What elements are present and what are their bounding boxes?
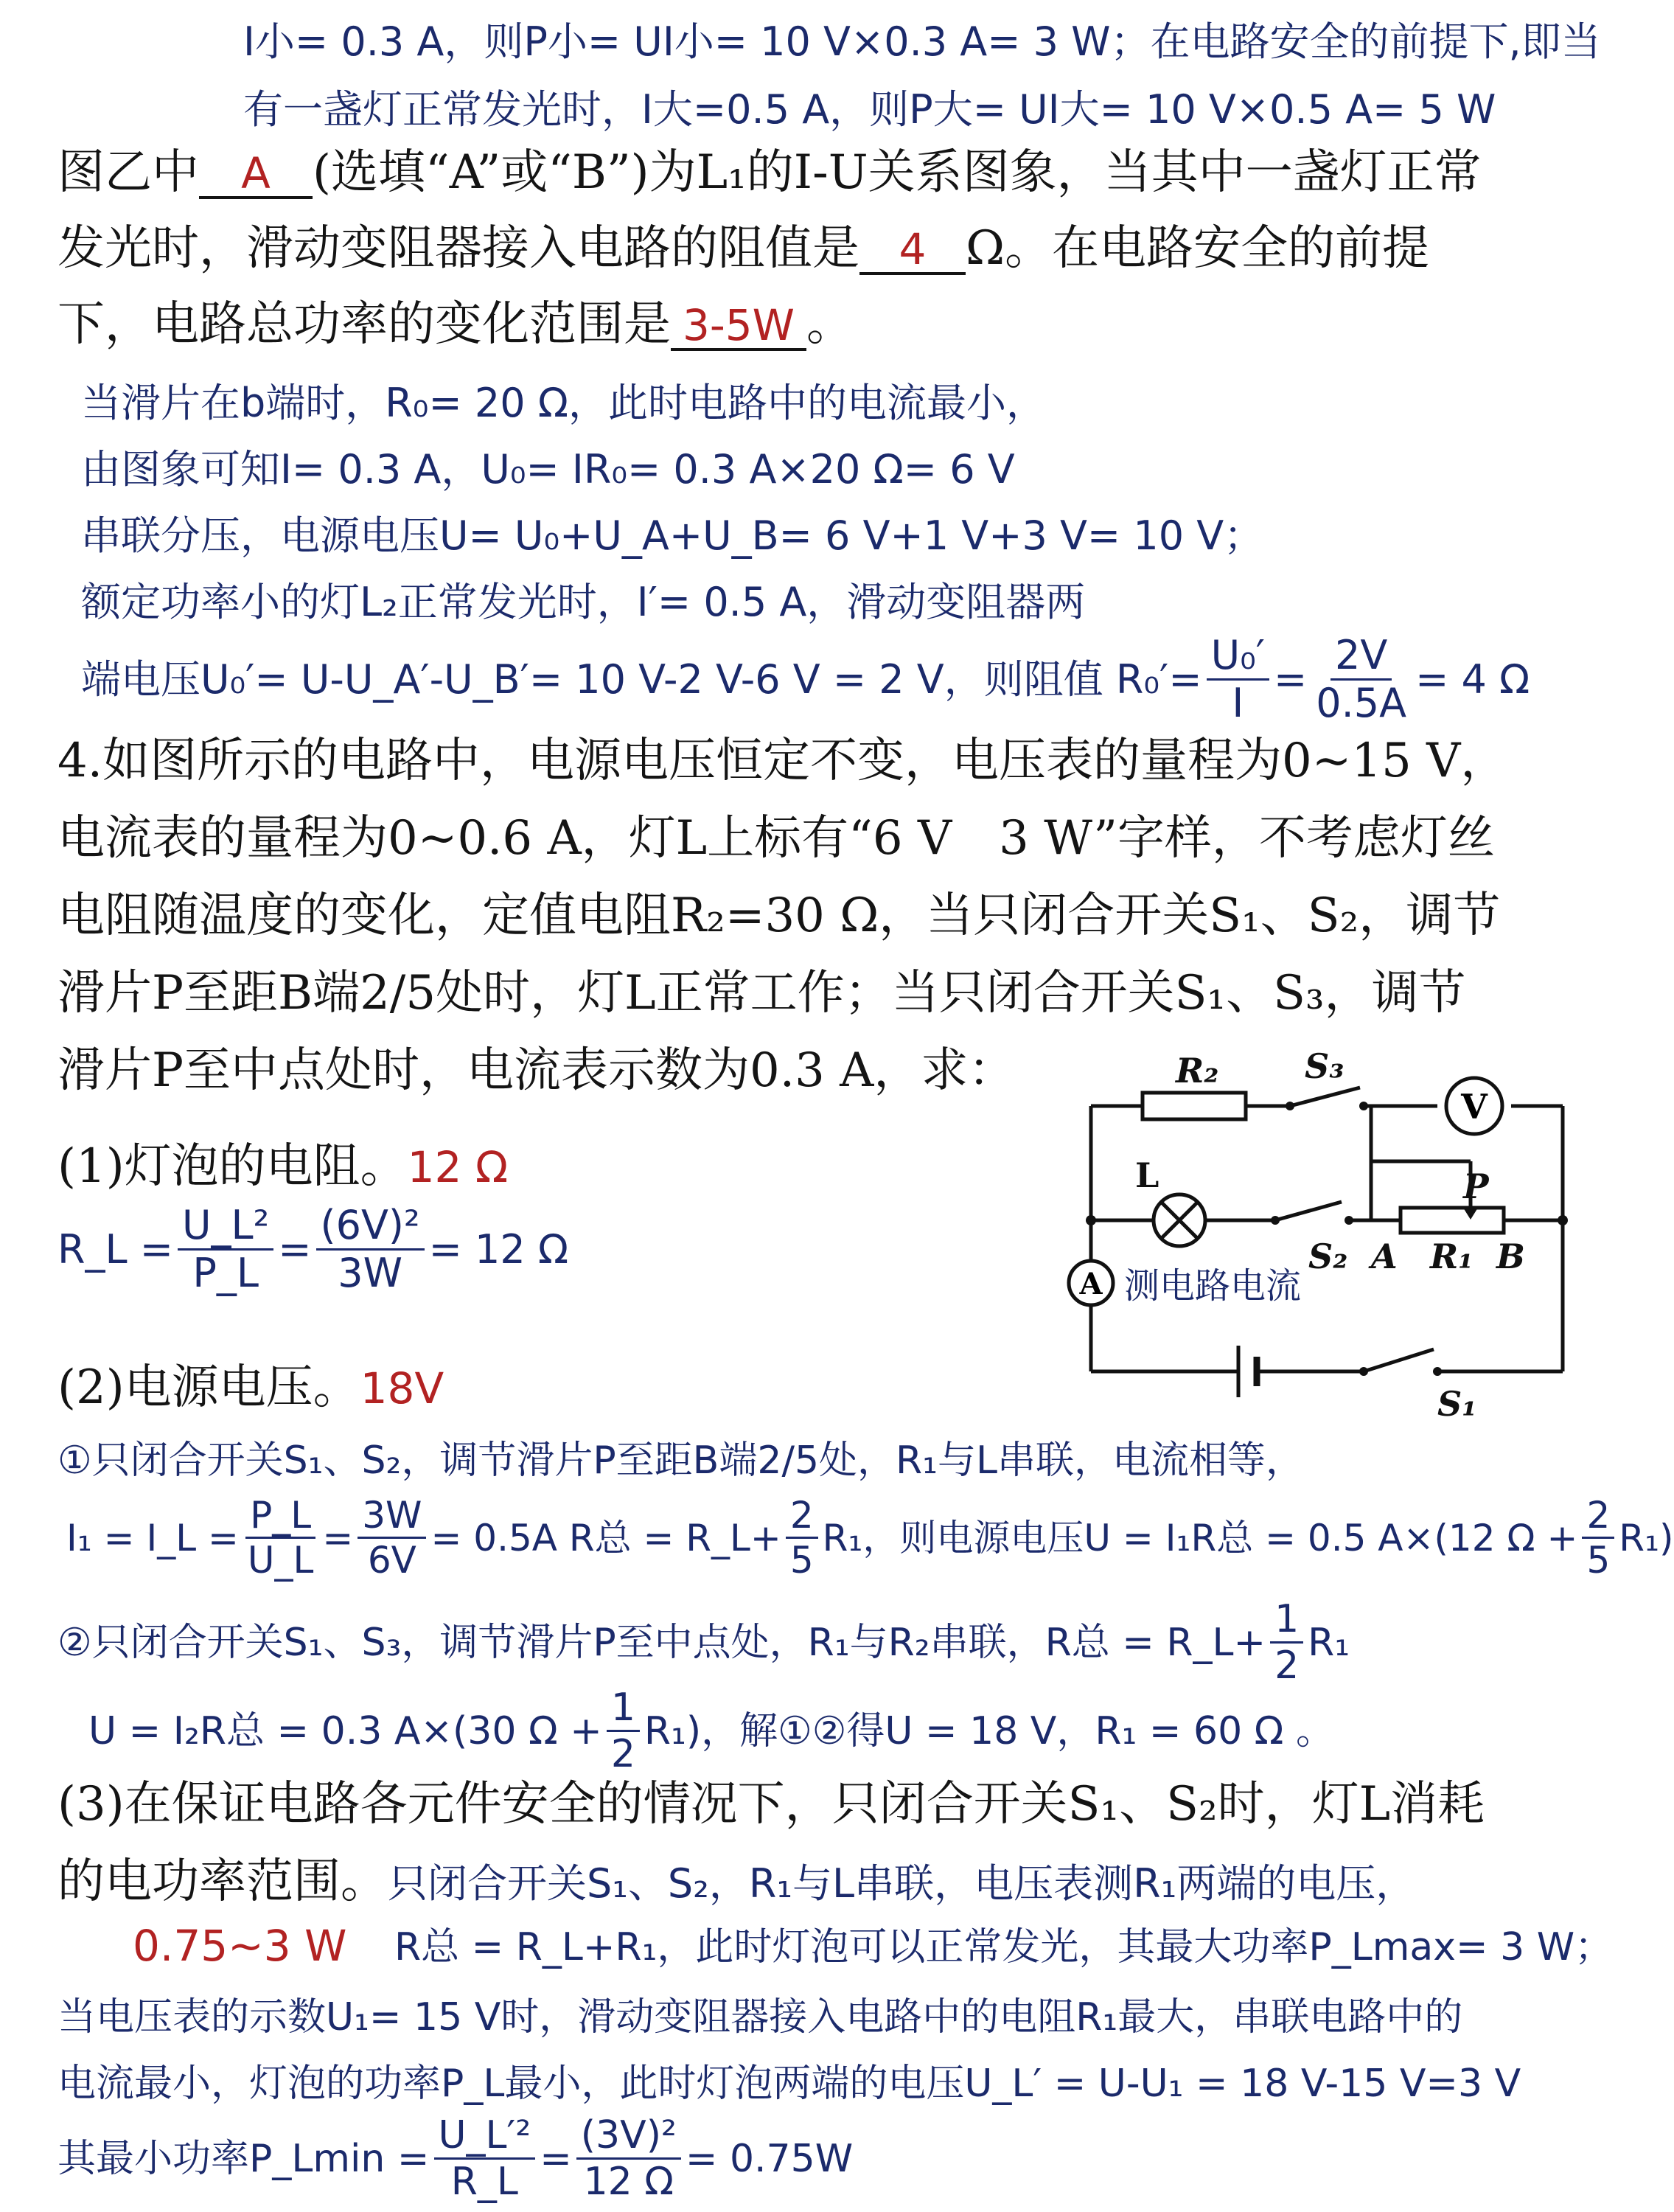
frac-num: 3W	[358, 1497, 426, 1539]
q4-part3-sol-1: R总 = R_L+R₁，此时灯泡可以正常发光，其最大功率P_Lmax= 3 W；	[394, 1925, 1614, 1969]
frac-den: 12 Ω	[583, 2160, 674, 2204]
frac-num: (6V)²	[316, 1206, 425, 1251]
part2-label: (2)电源电压。	[57, 1360, 360, 1415]
frac-num: 1	[607, 1688, 640, 1732]
frac-den: 2	[610, 1732, 635, 1776]
eq-mid: = 0.5A R总 = R_L+	[430, 1516, 781, 1559]
frac-den: 0.5A	[1316, 680, 1407, 726]
q4-part2-step1-eq	[66, 1494, 1674, 1582]
switch-contact	[1359, 1102, 1368, 1110]
frac-num: 2V	[1331, 636, 1392, 681]
eq-mid2: R₁，则电源电压U = I₁R总 = 0.5 A×(12 Ω +	[822, 1516, 1578, 1559]
frac-den: 5	[1586, 1539, 1611, 1582]
switch-contact	[1271, 1216, 1280, 1225]
fraction	[316, 1202, 425, 1296]
fraction	[1270, 1597, 1303, 1688]
label-l: L	[1135, 1155, 1159, 1195]
frac-num: (3V)²	[576, 2116, 681, 2160]
q4-part2-step2	[57, 1597, 1350, 1688]
frac-den: P_L	[192, 1250, 259, 1296]
switch-s1-blade	[1364, 1349, 1434, 1371]
junction-dot	[1086, 1215, 1096, 1225]
fraction	[786, 1494, 818, 1582]
slider-arrow-icon	[1463, 1208, 1478, 1220]
top-line-2: 有一盏灯正常发光时，I大=0.5 A，则P大= UI大= 10 V×0.5 A= 5 W	[243, 86, 1496, 133]
q3-s5-pre: 端电压U₀′= U-U_A′-U_B′= 10 V-2 V-6 V = 2 V，则阻值 R₀′=	[81, 655, 1202, 703]
answer-1: A	[241, 148, 271, 198]
label-p: P	[1463, 1166, 1489, 1206]
label-b-end: B	[1496, 1237, 1525, 1276]
part3-pre: 的电功率范围。	[57, 1854, 388, 1909]
equals: =	[278, 1225, 312, 1273]
q4-part3-sol-2: 当电压表的示数U₁= 15 V时，滑动变阻器接入电路中的电阻R₁最大，串联电路中的	[57, 1995, 1463, 2039]
fraction	[358, 1494, 426, 1582]
fraction	[607, 1686, 640, 1776]
frac-den: 2	[1274, 1644, 1300, 1688]
fraction	[178, 1202, 273, 1296]
q4-para-5: 滑片P至中点处时，电流表示数为0.3 A，求：	[57, 1043, 1016, 1098]
step2-eq-end: R₁)，解①②得U = 18 V，R₁ = 60 Ω 。	[644, 1708, 1334, 1753]
q4-part3-line-1: (3)在保证电路各元件安全的情况下，只闭合开关S₁、S₂时，灯L消耗	[57, 1777, 1485, 1832]
resistor-r2	[1143, 1093, 1246, 1119]
voltmeter-label: V	[1461, 1087, 1488, 1127]
frac-num: U_L′²	[434, 2116, 536, 2160]
q3-l3-post: 。	[806, 297, 854, 352]
frac-num: P_L	[245, 1497, 315, 1539]
eq-end: R₁)	[1619, 1516, 1674, 1559]
fraction	[434, 2113, 536, 2204]
q4-part2-step2-eq	[88, 1686, 1334, 1776]
label-r2: R₂	[1176, 1051, 1219, 1091]
part1-answer: 12 Ω	[407, 1142, 509, 1192]
fraction	[576, 2113, 681, 2204]
frac-den: R_L	[450, 2160, 518, 2204]
q4-para-2: 电流表的量程为0~0.6 A，灯L上标有“6 V 3 W”字样，不考虑灯丝	[57, 811, 1495, 866]
frac-den: I	[1232, 680, 1244, 726]
frac-num: 1	[1270, 1600, 1303, 1644]
q3-l1-pre: 图乙中	[57, 145, 199, 200]
q4-part1-label	[57, 1139, 509, 1194]
ammeter-note: 测电路电流	[1124, 1265, 1302, 1307]
result: = 12 Ω	[428, 1225, 569, 1273]
q3-l2-pre: 发光时，滑动变阻器接入电路的阻值是	[57, 221, 859, 276]
frac-num: U_L²	[178, 1206, 273, 1251]
sol4-pre: 其最小功率P_Lmin =	[57, 2136, 430, 2181]
switch-s3-blade	[1290, 1088, 1360, 1106]
switch-contact	[1359, 1367, 1368, 1376]
result: = 4 Ω	[1415, 655, 1530, 703]
label-s1: S₁	[1437, 1384, 1477, 1424]
q3-solution-3: 串联分压，电源电压U= U₀+U_A+U_B= 6 V+1 V+3 V= 10 V；	[81, 512, 1264, 559]
q3-line-1	[57, 145, 1482, 200]
equals: =	[540, 2136, 572, 2181]
q3-line-3	[57, 297, 854, 352]
circuit-diagram	[1054, 1047, 1585, 1430]
q4-para-4: 滑片P至距B端2/5处时，灯L正常工作；当只闭合开关S₁、S₃，调节	[57, 966, 1466, 1020]
frac-den: 3W	[338, 1250, 402, 1296]
q4-part2-step1: ①只闭合开关S₁、S₂，调节滑片P至距B端2/5处，R₁与L串联，电流相等，	[57, 1439, 1304, 1483]
q4-para-1: 4.如图所示的电路中，电源电压恒定不变，电压表的量程为0~15 V，	[57, 734, 1508, 788]
q4-part3-sol-3: 电流最小，灯泡的功率P_L最小，此时灯泡两端的电压U_L′ = U-U₁ = 18 V-15 V=3 V	[57, 2062, 1521, 2106]
step2-eq-pre: U = I₂R总 = 0.3 A×(30 Ω +	[88, 1708, 602, 1753]
part3-hand: 只闭合开关S₁、S₂，R₁与L串联，电压表测R₁两端的电压，	[388, 1860, 1416, 1907]
q4-part3-line-2	[57, 1854, 1416, 1909]
q4-para-3: 电阻随温度的变化，定值电阻R₂=30 Ω，当只闭合开关S₁、S₂，调节	[57, 888, 1501, 943]
switch-s2-blade	[1275, 1202, 1342, 1220]
q3-solution-2: 由图象可知I= 0.3 A，U₀= IR₀= 0.3 A×20 Ω= 6 V	[81, 446, 1015, 493]
answer-3: 3-5W	[682, 300, 795, 350]
frac-den: U_L	[247, 1539, 314, 1582]
q3-line-2	[57, 221, 1430, 276]
answer-blank-1	[199, 149, 313, 199]
equals: =	[322, 1516, 354, 1559]
q3-solution-4: 额定功率小的灯L₂正常发光时，I′= 0.5 A，滑动变阻器两	[81, 579, 1086, 625]
frac-num: 2	[786, 1497, 818, 1539]
switch-contact	[1286, 1102, 1294, 1110]
q3-l2-post: Ω。在电路安全的前提	[966, 221, 1430, 276]
ammeter-label: A	[1079, 1267, 1103, 1301]
fraction	[1311, 632, 1411, 726]
q3-solution-5	[81, 632, 1530, 726]
fraction	[243, 1494, 318, 1582]
switch-contact	[1345, 1216, 1353, 1225]
label-s2: S₂	[1308, 1237, 1348, 1276]
q4-part1-solution	[57, 1202, 569, 1296]
frac-num: 2	[1582, 1497, 1614, 1539]
part1-label: (1)灯泡的电阻。	[57, 1139, 408, 1194]
q4-part2-label	[57, 1360, 444, 1415]
q4-part3-sol-4	[57, 2113, 854, 2204]
q3-l1-post: (选填“A”或“B”)为L₁的I-U关系图象，当其中一盏灯正常	[313, 145, 1482, 200]
step2-pre: ②只闭合开关S₁、S₃，调节滑片P至中点处，R₁与R₂串联，R总 = R_L+	[57, 1620, 1266, 1665]
frac-num: U₀′	[1207, 636, 1269, 681]
frac-den: 5	[789, 1539, 814, 1582]
top-line-1: I小= 0.3 A，则P小= UI小= 10 V×0.3 A= 3 W；在电路安全的前提下,即当	[243, 18, 1601, 65]
part2-answer: 18V	[360, 1363, 444, 1413]
a1-pre: R_L =	[57, 1225, 174, 1273]
switch-contact	[1433, 1367, 1442, 1376]
answer-blank-3	[671, 301, 806, 351]
rheostat-r1	[1401, 1208, 1504, 1233]
eq-pre: I₁ = I_L =	[66, 1516, 239, 1559]
answer-blank-2	[859, 225, 966, 275]
q3-solution-1: 当滑片在b端时，R₀= 20 Ω，此时电路中的电流最小，	[81, 380, 1046, 426]
equals: =	[1274, 655, 1308, 703]
step2-end: R₁	[1308, 1620, 1350, 1665]
part3-answer: 0.75~3 W	[133, 1921, 347, 1971]
result: = 0.75W	[685, 2136, 854, 2181]
label-a-end: A	[1371, 1237, 1398, 1276]
fraction	[1207, 632, 1269, 726]
q3-l3-pre: 下，电路总功率的变化范围是	[57, 297, 671, 352]
answer-2: 4	[899, 224, 927, 274]
junction-dot	[1558, 1215, 1568, 1225]
label-s3: S₃	[1305, 1046, 1345, 1086]
fraction	[1582, 1494, 1614, 1582]
label-r1: R₁	[1430, 1237, 1474, 1276]
frac-den: 6V	[367, 1539, 416, 1582]
